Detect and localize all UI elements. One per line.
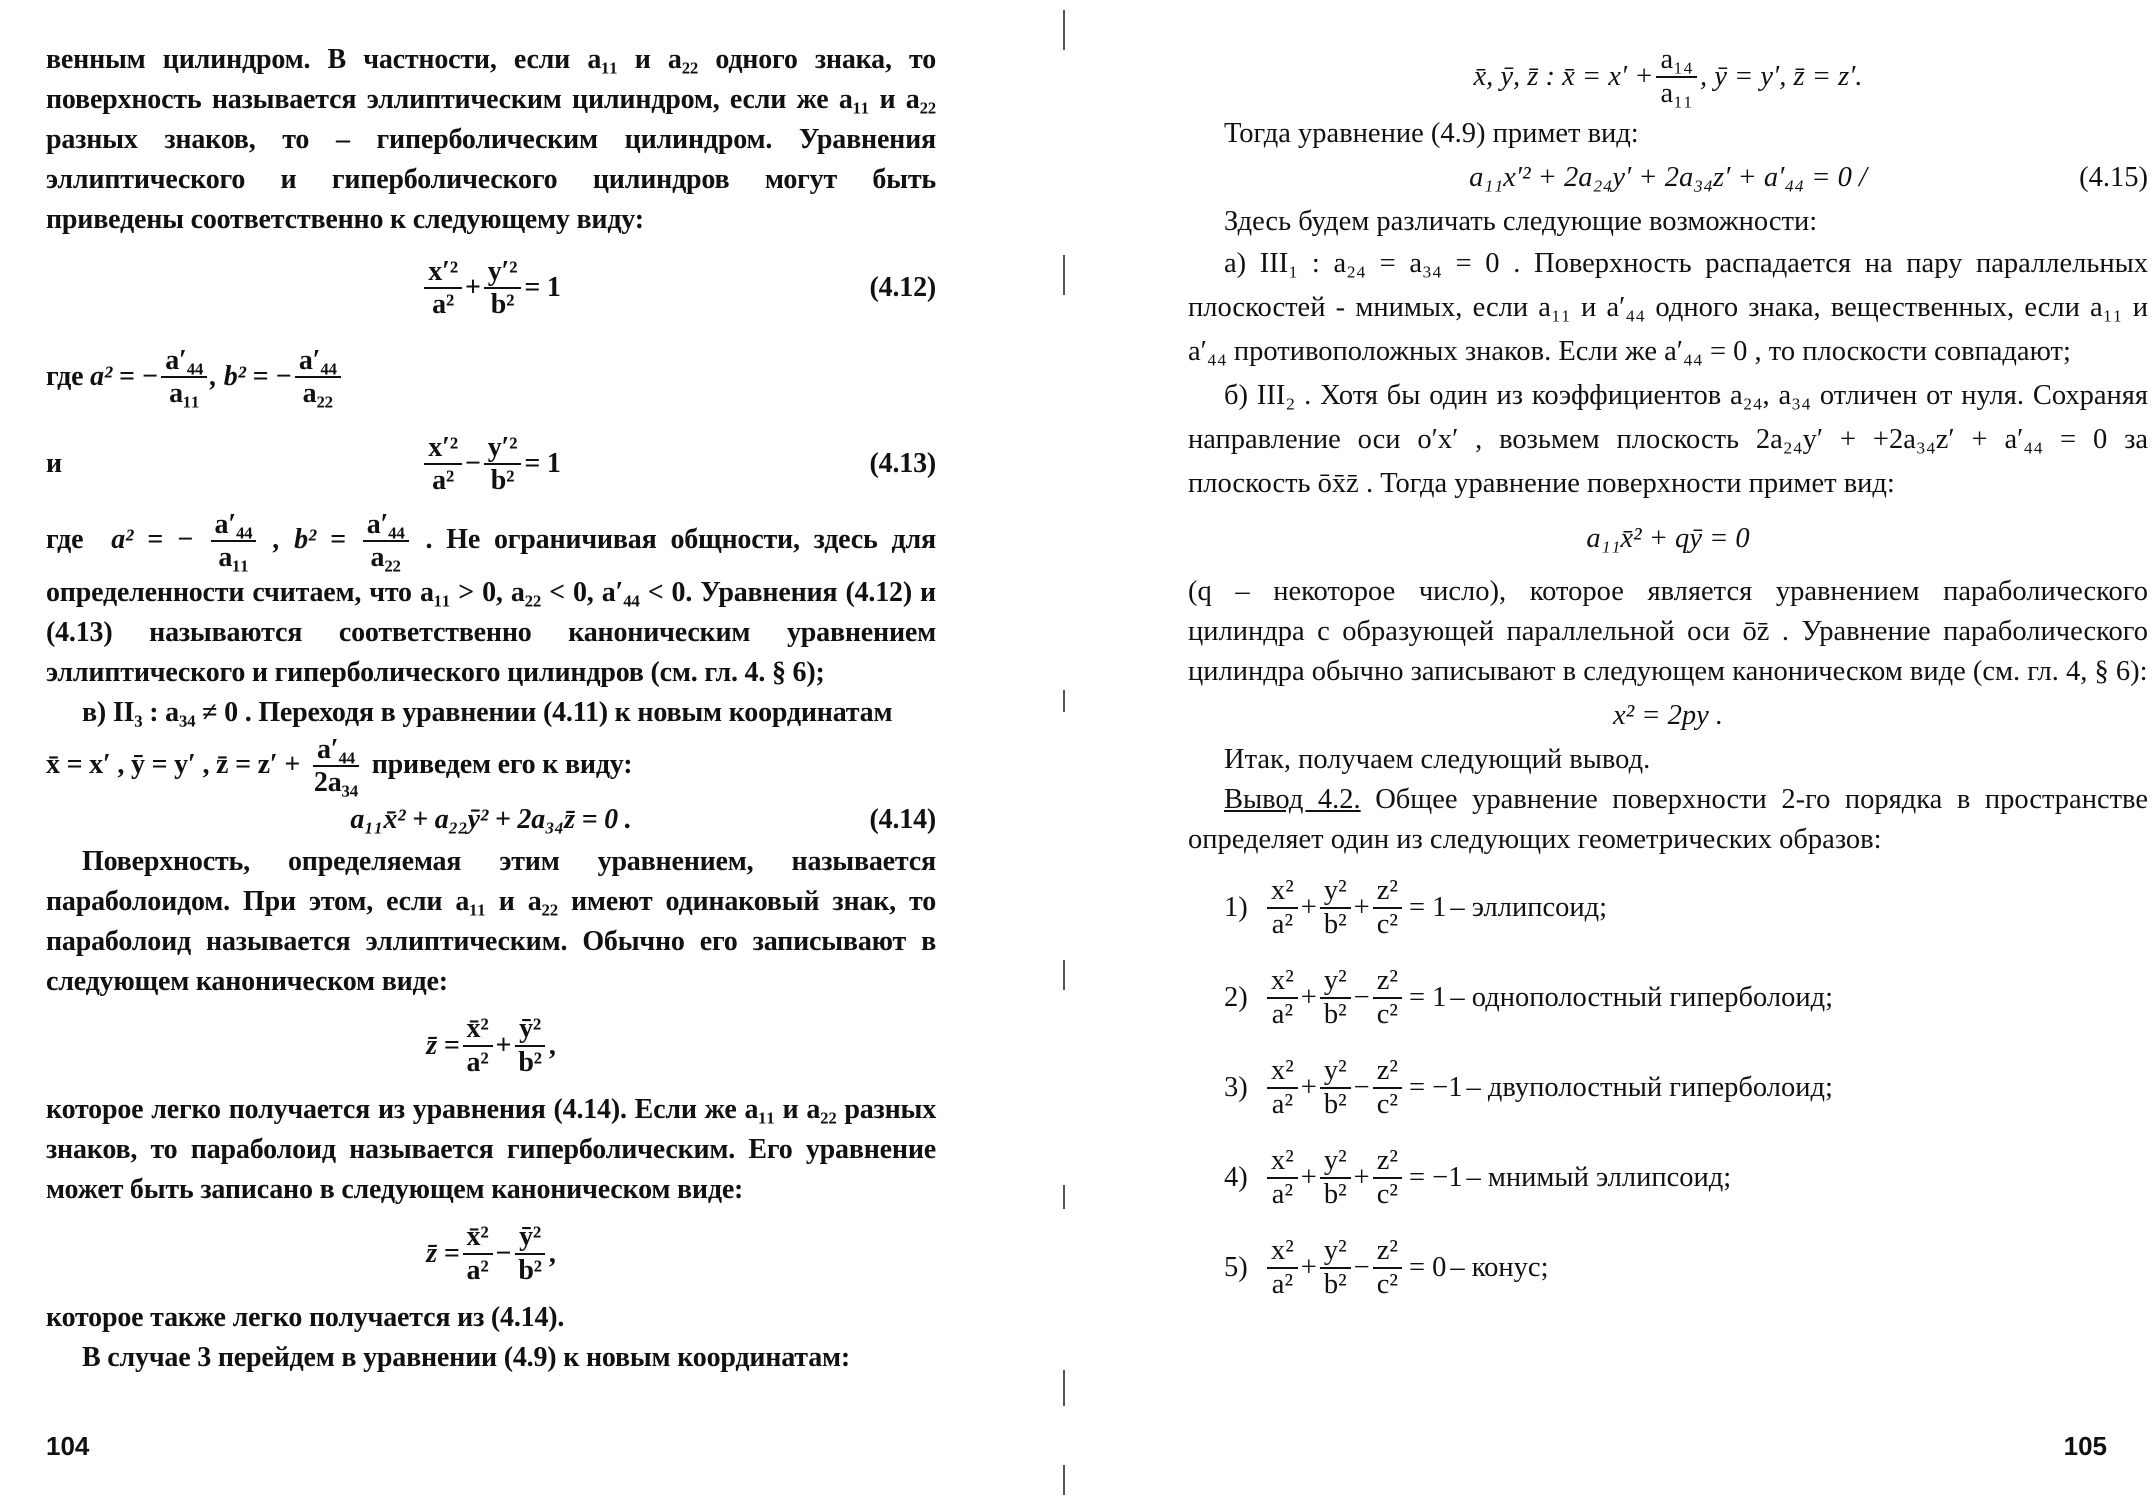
where-definitions-1: где a² = − $\frac{\text{a′₄₄}}{\text{a₁₁}}$ , b² = − $\frac{\text{a′₄₄}}{\text{a₂₂}}$ (46, 336, 936, 418)
paragraph: в) II₃ : a₃₄ ≠ 0 . Переходя в уравнении (4.11) к новым координатам (82, 696, 893, 728)
equation-4-15: a₁₁x′² + 2a₂₄y′ + 2a₃₄z′ + a′₄₄ = 0 / (4.15) (1188, 156, 2148, 200)
surface-name: – мнимый эллипсоид; (1466, 1162, 1732, 1193)
left-text-column (46, 40, 936, 1378)
paragraph: Поверхность, определяемая этим уравнением, называется параболоидом. При этом, если a₁₁ и a₂₂ имеют одинаковый знак, то параболоид называется эллиптическим. Обычно его записывают в следующем каноническом виде: (46, 845, 936, 997)
surface-name: – эллипсоид; (1450, 892, 1608, 923)
list-item: 5) $\frac{\text{x²}}{\text{a²}}$ + $\frac{\text{y²}}{\text{b²}}$ − $\frac{\text{z²}}{\text{c²}}$ = 0 – конус; (1224, 1235, 1549, 1300)
paragraph: которое легко получается из уравнения (4.14). Если же a₁₁ и a₂₂ разных знаков, то параболоид называется гиперболическим. Его уравнение может быть записано в следующем каноническом виде: (46, 1093, 936, 1205)
conclusion-paragraph: Вывод 4.2. Общее уравнение поверхности 2-го порядка в пространстве определяет один из следующих геометрических образов: (1188, 784, 2148, 855)
list-item: 1) $\frac{\text{x²}}{\text{a²}}$ + $\frac{\text{y²}}{\text{b²}}$ + $\frac{\text{z²}}{\text{c²}}$ = 1 – эллипсоид; (1224, 875, 1608, 940)
where-definitions-2: где a² = − $\frac{\text{a′₄₄}}{\text{a₁₁}}$ , b² = $\frac{\text{a′₄₄}}{\text{a₂₂}}$ . Не ограничивая общности, здесь для определенности считаем, что a₁₁ > 0, a₂₂ < 0, a′₄₄ < 0. Уравнения (4.12) и (4.13) называются соответственно каноническим уравнением эллиптического и гиперболического цилиндров (см. гл. 4. § 6); (46, 509, 936, 688)
paragraph: Тогда уравнение (4.9) примет вид: (1224, 118, 1639, 149)
surface-name: – двуполостный гиперболоид; (1466, 1072, 1833, 1103)
paragraph: б) III₂ . Хотя бы один из коэффициентов a₂₄, a₃₄ отличен от нуля. Сохраняя направление оси o′x′ , возьмем плоскость 2a₂₄y′ + +2a₃₄z′ + a′₄₄ = 0 за плоскость ōx̄z̄ . Тогда уравнение поверхности примет вид: (1188, 380, 2148, 499)
list-item-number: 2) (1224, 982, 1248, 1013)
list-item: 2) $\frac{\text{x²}}{\text{a²}}$ + $\frac{\text{y²}}{\text{b²}}$ − $\frac{\text{z²}}{\text{c²}}$ = 1 – однополостный гиперболоид; (1224, 965, 1834, 1030)
coordinate-transform: x̄, ȳ, z̄ : x̄ = x′ + $\frac{\text{a₁₄}}{\text{a₁₁}}$ , ȳ = y′, z̄ = z′. (1473, 44, 1863, 109)
list-item-number: 1) (1224, 892, 1248, 923)
canonical-equation: x² = 2py . (1612, 700, 1724, 731)
parabolic-cylinder-equation: a₁₁x̄² + qȳ = 0 (1586, 523, 1750, 554)
list-item-number: 5) (1224, 1252, 1248, 1283)
paragraph: В случае 3 перейдем в уравнении (4.9) к новым координатам: (82, 1341, 850, 1373)
equation-number: (4.12) (869, 272, 936, 303)
equation-number: (4.14) (869, 803, 936, 835)
list-item-number: 4) (1224, 1162, 1248, 1193)
list-item: 3) $\frac{\text{x²}}{\text{a²}}$ + $\frac{\text{y²}}{\text{b²}}$ − $\frac{\text{z²}}{\text{c²}}$ = −1 – двуполостный гиперболоид; (1224, 1055, 1833, 1120)
right-text-column (1188, 40, 2148, 1316)
surface-name: – конус; (1450, 1252, 1549, 1283)
hyperbolic-paraboloid-equation: z̄ = $\frac{\text{x̄²}}{\text{a²}}$ − $\frac{\text{ȳ²}}{\text{b²}}$ , (426, 1221, 556, 1286)
paragraph: x̄ = x′ , ȳ = y′ , z̄ = z′ + $\frac{\text{a′₄₄}}{\text{2a₃₄}}$ приведем его к виду: (46, 733, 633, 799)
surface-list (1224, 866, 2148, 1310)
list-item: 4) $\frac{\text{x²}}{\text{a²}}$ + $\frac{\text{y²}}{\text{b²}}$ + $\frac{\text{z²}}{\text{c²}}$ = −1 – мнимый эллипсоид; (1224, 1145, 1732, 1210)
equation-4-13: и $\frac{\text{x′²}}{\text{a²}}$ − $\frac{\text{y′²}}{\text{b²}}$ = 1 (4.13) (46, 431, 936, 496)
gutter-divider (1063, 0, 1065, 1508)
page-104 (0, 0, 1068, 1508)
paragraph: которое также легко получается из (4.14). (46, 1301, 565, 1333)
paragraph: Здесь будем различать следующие возможности: (1224, 206, 1818, 237)
equation-4-12: $\frac{\text{x′²}}{\text{a²}}$ + $\frac{\text{y′²}}{\text{b²}}$ = 1 (4.12) (46, 242, 936, 334)
equation-number: (4.15) (2079, 162, 2148, 193)
elliptic-paraboloid-equation: z̄ = $\frac{\text{x̄²}}{\text{a²}}$ + $\frac{\text{ȳ²}}{\text{b²}}$ , (426, 1013, 556, 1078)
equation-4-14: a₁₁x̄² + a₂₂ȳ² + 2a₃₄z̄ = 0 . (4.14) (46, 800, 936, 840)
equation-number: (4.13) (869, 448, 936, 479)
list-item-number: 3) (1224, 1072, 1248, 1103)
page-number: 105 (2063, 1431, 2107, 1461)
paragraph: а) III₁ : a₂₄ = a₃₄ = 0 . Поверхность распадается на пару параллельных плоскостей - мнимых, если a₁₁ и a′₄₄ одного знака, вещественных, если a₁₁ и a′₄₄ противоположных знаков. Если же a′₄₄ = 0 , то плоскости совпадают; (1188, 248, 2148, 367)
conclusion-label: Вывод 4.2. (1224, 784, 1361, 815)
surface-name: – однополостный гиперболоид; (1450, 982, 1834, 1013)
paragraph: (q – некоторое число), которое является уравнением параболического цилиндра с образующей параллельной оси ōz̄ . Уравнение параболического цилиндра обычно записывают в следующем каноническом виде (см. гл. 4, § 6): (1188, 576, 2148, 687)
page-number: 104 (46, 1431, 90, 1461)
paragraph: венным цилиндром. В частности, если a₁₁ и a₂₂ одного знака, то поверхность называется эллиптическим цилиндром, если же a₁₁ и a₂₂ разных знаков, то – гиперболическим цилиндром. Уравнения эллиптического и гиперболического цилиндров могут быть приведены соответственно к следующему виду: (46, 44, 936, 235)
page-105 (1068, 0, 2155, 1508)
paragraph: Итак, получаем следующий вывод. (1224, 744, 1651, 775)
